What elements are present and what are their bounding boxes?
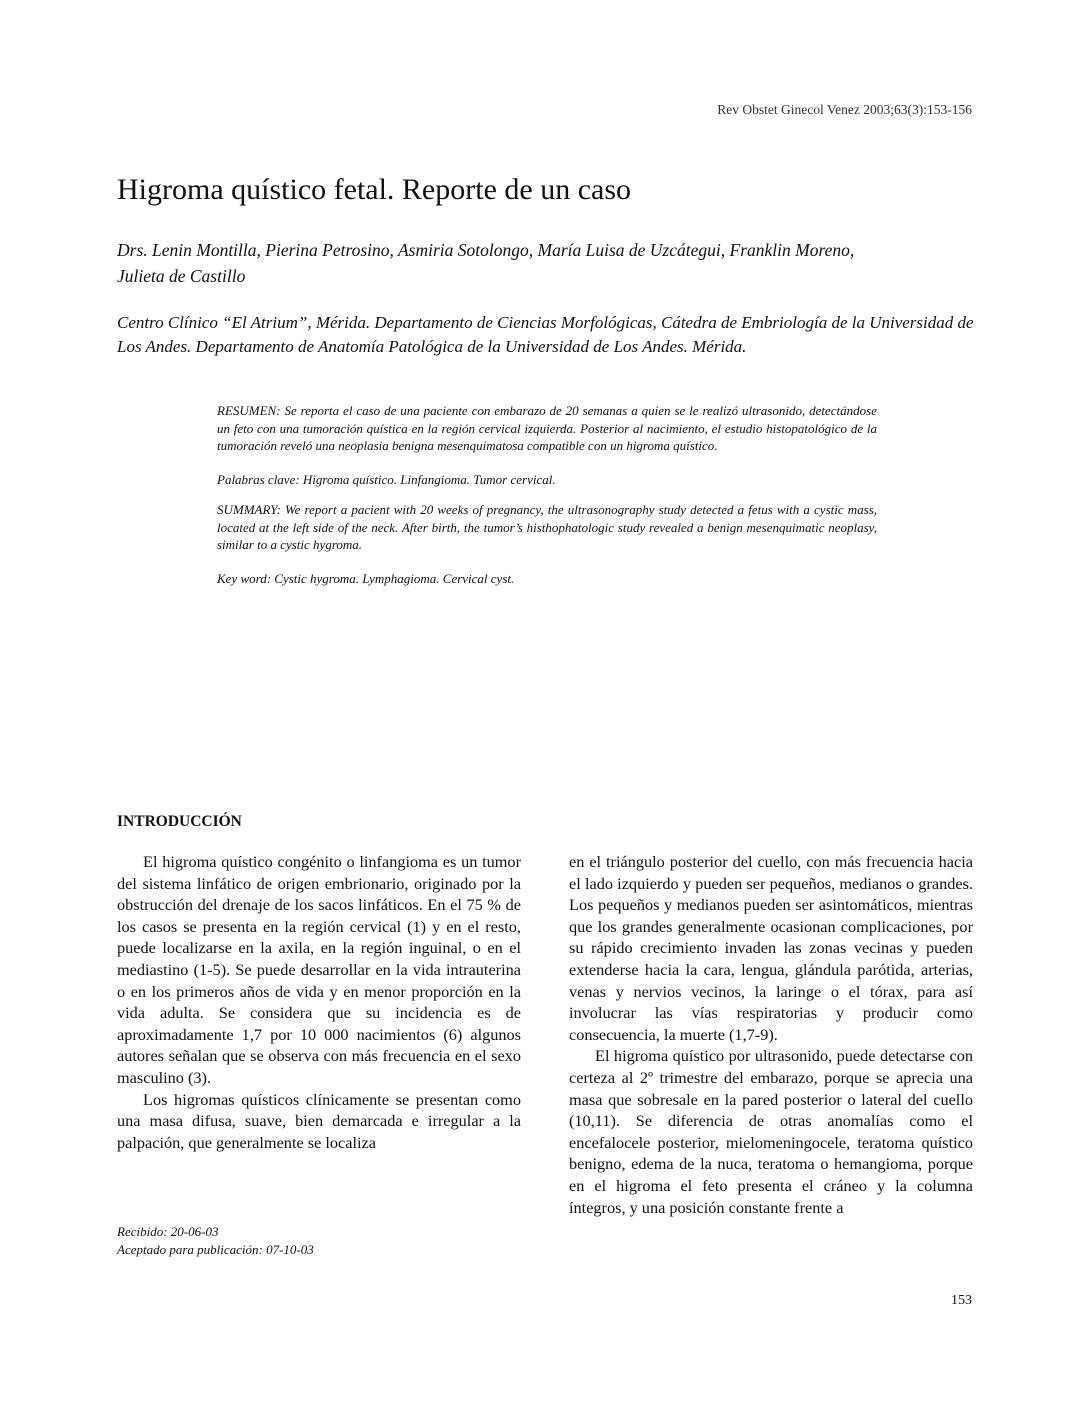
authors-line-2: Julieta de Castillo (117, 266, 246, 286)
section-heading-introduccion: INTRODUCCIÓN (117, 813, 242, 830)
author-list (117, 237, 977, 289)
body-paragraph: El higroma quístico por ultrasonido, puede detectarse con certeza al 2º trimestre del embarazo, porque se aprecia una masa que sobresale en la pared posterior o lateral del cuello (10,11). Se diferencia de otras anomalías como el encefalocele posterior, mielomeningocele, teratoma quístico benigno, edema de la nuca, teratoma o hemangioma, porque en el higroma el feto presenta el cráneo y la columna íntegros, y una posición constante frente a (569, 1046, 973, 1217)
submission-dates (117, 1223, 314, 1259)
page-number: 153 (951, 1293, 972, 1308)
body-paragraph: Los higromas quísticos clínicamente se presentan como una masa difusa, suave, bien demarcada e irregular a la palpación, que generalmente se localiza (117, 1089, 521, 1152)
key-words: Key word: Cystic hygroma. Lymphagioma. Cervical cyst. (217, 570, 515, 586)
palabras-clave: Palabras clave: Higroma quístico. Linfangioma. Tumor cervical. (217, 471, 556, 487)
body-column-left (117, 851, 521, 1153)
body-paragraph: El higroma quístico congénito o linfangioma es un tumor del sistema linfático de origen embrionario, originado por la obstrucción del drenaje de los sacos linfáticos. En el 75 % de los casos se presenta en la región cervical (1) y en el resto, puede localizarse en la axila, en la región inguinal, o en el mediastino (1-5). Se puede desarrollar en la vida intrauterina o en los primeros años de vida y en menor proporción en la vida adulta. Se considera que su incidencia es de aproximadamente 1,7 por 10 000 nacimientos (6) algunos autores señalan que se observa con más frecuencia en el sexo masculino (3). (117, 852, 521, 1087)
body-paragraph: en el triángulo posterior del cuello, con más frecuencia hacia el lado izquierdo y pueden ser pequeños, medianos o grandes. Los pequeños y medianos pueden ser asintomáticos, mientras que los grandes generalmente ocasionan complicaciones, por su rápido crecimiento invaden las zonas vecinas y pueden extenderse hacia la cara, lengua, glándula parótida, arterias, venas y nervios vecinos, la laringe o el tórax, para así involucrar las vías respiratorias y producir como consecuencia, la muerte (1,7-9). (569, 852, 973, 1044)
authors-line-1: Drs. Lenin Montilla, Pierina Petrosino, Asmiria Sotolongo, María Luisa de Uzcátegui, Franklin Moreno, (117, 240, 855, 260)
abstract-block (217, 402, 877, 603)
article-title: Higroma quístico fetal. Reporte de un caso (117, 173, 632, 206)
affiliation: Centro Clínico “El Atrium”, Mérida. Departamento de Ciencias Morfológicas, Cátedra de Embriología de la Universidad de Los Andes. Departamento de Anatomía Patológica de la Universidad de Los Andes. Mérida. (117, 313, 974, 356)
journal-reference: Rev Obstet Ginecol Venez 2003;63(3):153-156 (717, 102, 972, 117)
summary-paragraph: SUMMARY: We report a pacient with 20 weeks of pregnancy, the ultrasonography study detected a fetus with a cystic mass, located at the left side of the neck. After birth, the tumor’s histhophatologic study revealed a benign mesenquimatic neoplasy, similar to a cystic hygroma. (217, 502, 877, 552)
body-column-right (569, 851, 973, 1218)
received-date: Recibido: 20-06-03 (117, 1224, 219, 1239)
accepted-date: Aceptado para publicación: 07-10-03 (117, 1242, 314, 1257)
resumen-paragraph: RESUMEN: Se reporta el caso de una paciente con embarazo de 20 semanas a quien se le realizó ultrasonido, detectándose un feto con una tumoración quística en la región cervical izquierda. Posterior al nacimiento, el estudio histopatológico de la tumoración reveló una neoplasia benigna mesenquimatosa compatible con un higroma quístico. (217, 403, 877, 453)
